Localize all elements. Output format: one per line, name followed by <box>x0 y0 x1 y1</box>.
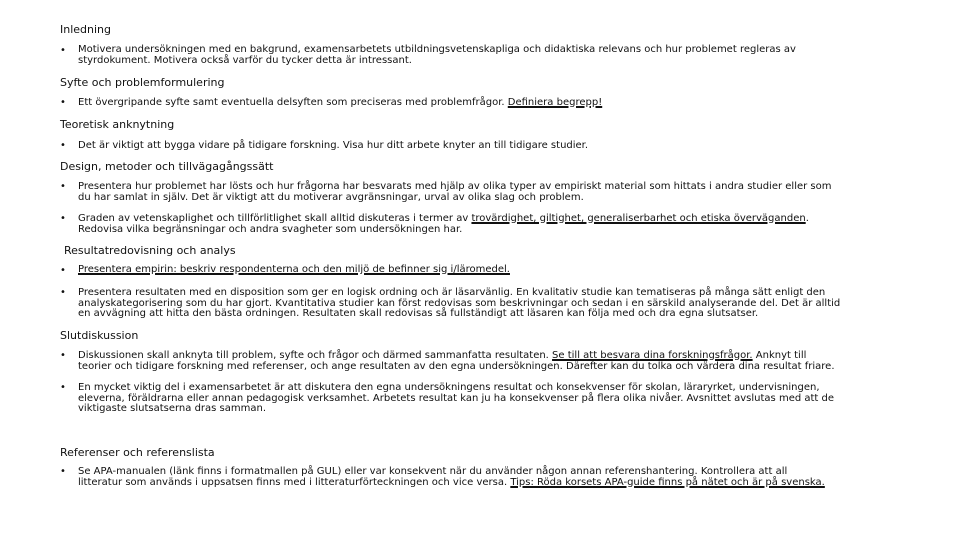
list-item <box>78 383 878 415</box>
bullet: • <box>60 350 66 361</box>
section-heading-design: Design, metoder och tillvägagångssätt <box>60 160 274 173</box>
line: styrdokument. Motivera också varför du tycker detta är intressant. <box>78 54 412 66</box>
line: Redovisa vilka begränsningar och andra svagheter som undersökningen har. <box>78 223 463 235</box>
line: Det är viktigt att bygga vidare på tidigare forskning. Visa hur ditt arbete knyter an till tidigare studier. <box>78 140 589 151</box>
section-heading-resultat: Resultatredovisning och analys <box>64 244 236 257</box>
bullet: • <box>60 140 66 151</box>
bullet: • <box>60 181 66 192</box>
section-heading-teoretisk: Teoretisk anknytning <box>60 118 175 131</box>
line-text: litteratur som används i uppsatsen finns med i litteraturförteckningen och vice versa. <box>78 476 511 488</box>
list-item <box>78 351 878 372</box>
section-heading-inledning: Inledning <box>60 23 112 36</box>
emphasis-answer-questions: Se till att besvara dina forskningsfrågor. <box>552 350 753 361</box>
list-item <box>78 265 878 276</box>
line-text: Anknyt till <box>752 350 807 361</box>
line: du har samlat in själv. Det är viktigt att du motiverar avgränsningar, urval av olika slag och problem. <box>78 191 584 203</box>
emphasis-present-empirics: Presentera empirin: beskriv respondenterna och den miljö de befinner sig i/läromedel. <box>78 264 510 275</box>
line: en avvägning att hitta den bästa ordningen. Resultaten skall redovisas så fullständigt att läsaren kan följa med och dra egna slutsatser. <box>78 308 759 319</box>
line <box>78 98 878 109</box>
list-item <box>78 141 878 152</box>
bullet: • <box>60 287 66 298</box>
line: Motivera undersökningen med en bakgrund, examensarbetets utbildningsvetenskapliga och didaktiska relevans och hur problemet regleras av <box>78 44 796 55</box>
bullet: • <box>60 382 66 393</box>
section-heading-syfte: Syfte och problemformulering <box>60 76 225 89</box>
list-item <box>78 288 878 320</box>
line-text: Graden av vetenskaplighet och tillförlitlighet skall alltid diskuteras i termer av <box>78 213 472 224</box>
line: eleverna, föräldrarna eller annan pedagogisk verksamhet. Arbetets resultat kan ju ha konsekvenser på flera olika nivåer. Avsnittet avslutas med att de <box>78 392 835 404</box>
line: analyskategorisering som du har gjort. Kvantitativa studier kan först redovisas som beskrivningar och sedan i en särskild analyserande del. Det är alltid <box>78 297 841 309</box>
bullet: • <box>60 213 66 224</box>
line-text: Ett övergripande syfte samt eventuella delsyften som preciseras med problemfrågor. <box>78 97 508 108</box>
list-item <box>78 467 878 488</box>
line <box>78 214 878 225</box>
line: viktigaste slutsatserna dras samman. <box>78 403 267 414</box>
bullet: • <box>60 265 66 276</box>
line <box>78 265 878 276</box>
list-item <box>78 182 878 203</box>
bullet: • <box>60 97 66 108</box>
bullet: • <box>60 466 66 477</box>
line-text: . <box>805 213 809 224</box>
line-text: Diskussionen skall anknyta till problem, syfte och frågor och därmed sammanfatta resultaten. <box>78 350 553 361</box>
line: En mycket viktig del i examensarbetet är att diskutera den egna undersökningens resultat och konsekvenser för skolan, läraryrket, undervisningen, <box>78 382 820 393</box>
list-item <box>78 214 878 235</box>
bullet: • <box>60 45 66 56</box>
list-item <box>78 45 878 66</box>
emphasis-define-concepts: Definiera begrepp! <box>507 97 603 108</box>
line: Presentera hur problemet har lösts och hur frågorna har besvarats med hjälp av olika typer av empiriskt material som hittats i andra studier eller som <box>78 181 832 192</box>
line <box>78 478 878 489</box>
line <box>78 351 878 362</box>
section-heading-referenser: Referenser och referenslista <box>60 446 215 459</box>
section-heading-slutdiskussion: Slutdiskussion <box>60 329 139 342</box>
line: Presentera resultaten med en disposition som ger en logisk ordning och är läsarvänlig. En kvalitativ studie kan tematiseras på många sätt enligt den <box>78 287 826 298</box>
line: Se APA-manualen (länk finns i formatmallen på GUL) eller var konsekvent när du använder någon annan referenshantering. Kontrollera att all <box>78 466 788 477</box>
list-item <box>78 98 878 109</box>
line: teorier och tidigare forskning med referenser, och ange resultaten av den egna undersökningen. Därefter kan du tolka och värdera dina resultat friare. <box>78 360 835 372</box>
emphasis-quality-criteria: trovärdighet, giltighet, generaliserbarhet och etiska överväganden <box>471 213 806 224</box>
emphasis-apa-guide-tip: Tips: Röda korsets APA-guide finns på nätet och är på svenska. <box>510 476 825 488</box>
